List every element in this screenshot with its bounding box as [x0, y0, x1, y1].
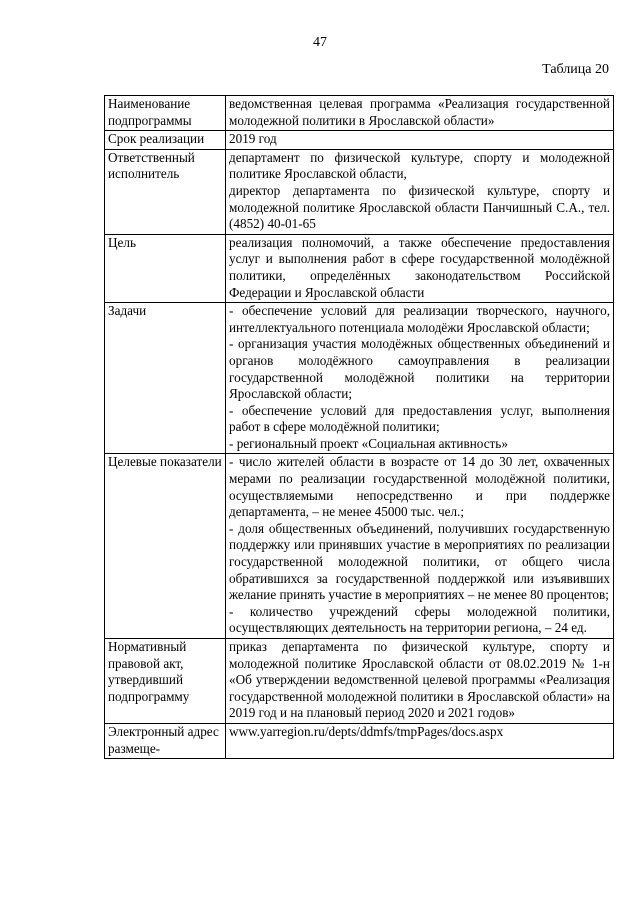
value-line: 2019 год — [229, 131, 277, 147]
table-row — [105, 131, 614, 150]
page-number: 47 — [313, 35, 327, 50]
row-value — [226, 149, 614, 234]
table-row — [105, 454, 614, 639]
row-value — [226, 234, 614, 302]
website-url: www.yarregion.ru/depts/ddmfs/tmpPages/docs.aspx — [229, 723, 504, 739]
row-value — [226, 723, 614, 758]
value-line: - обеспечение условий для предоставления услуг, выполнения работ в сфере молодёжной политики; — [229, 402, 610, 435]
row-value — [226, 303, 614, 454]
value-line: директор департамента по физической культуре, спорту и молодежной политике Ярославской области Панчишный С.А., тел. (4852) 40-01-65 — [229, 182, 610, 232]
row-label: Электронный адрес размеще- — [105, 723, 226, 758]
value-line: - количество учреждений сферы молодежной политики, осуществляющих деятельность на территории региона, – 24 ед. — [229, 603, 610, 636]
table-row — [105, 639, 614, 724]
subprogram-passport-table — [104, 95, 614, 759]
row-label: Нормативный правовой акт, утвердивший подпрограмму — [105, 639, 226, 724]
table-caption: Таблица 20 — [542, 62, 609, 77]
value-line: - региональный проект «Социальная активность» — [229, 435, 508, 451]
row-value — [226, 639, 614, 724]
table-row — [105, 723, 614, 758]
row-label: Цель — [105, 234, 226, 302]
row-value — [226, 454, 614, 639]
table-row — [105, 234, 614, 302]
table-row — [105, 303, 614, 454]
row-label: Задачи — [105, 303, 226, 454]
row-value — [226, 131, 614, 150]
row-label: Срок реализации — [105, 131, 226, 150]
value-line: - доля общественных объединений, получивших государственную поддержку или принявших участие в мероприятиях по реализации государственной молодежной политики, от общего числа обратившихся за государственной поддержкой или изъявивших желание принять участие в мероприятиях – не менее 80 процентов; — [229, 520, 610, 603]
value-line: реализация полномочий, а также обеспечение предоставления услуг и выполнения работ в сфере государственной молодёжной политики, определённых законодательством Российской Федерации и Ярославской области — [229, 234, 610, 300]
value-line: - число жителей области в возрасте от 14 до 30 лет, охваченных мерами по реализации государственной молодёжной политики, осуществляемыми непосредственно и при поддержке департамента, – не менее 45000 тыс. чел.; — [229, 454, 610, 520]
value-line: приказ департамента по физической культуре, спорту и молодежной политике Ярославской области от 08.02.2019 № 1-н «Об утверждении ведомственной целевой программы «Реализация государственной молодежной политики в Ярославской области» на 2019 год и на плановый период 2020 и 2021 годов» — [229, 639, 610, 721]
table-row — [105, 96, 614, 131]
value-line: ведомственная целевая программа «Реализация государственной молодежной политики в Ярославской области» — [229, 96, 610, 128]
row-label: Ответственный исполнитель — [105, 149, 226, 234]
row-label: Целевые показатели — [105, 454, 226, 639]
value-line: департамент по физической культуре, спорту и молодежной политике Ярославской области, — [229, 149, 610, 182]
value-line: - организация участия молодёжных общественных объединений и органов молодёжного самоуправления в реализации государственной молодёжной политики на территории Ярославской области; — [229, 336, 610, 402]
row-value — [226, 96, 614, 131]
row-label: Наименование подпрограммы — [105, 96, 226, 131]
value-line: - обеспечение условий для реализации творческого, научного, интеллектуального потенциала молодёжи Ярославской области; — [229, 303, 610, 335]
table-row — [105, 149, 614, 234]
